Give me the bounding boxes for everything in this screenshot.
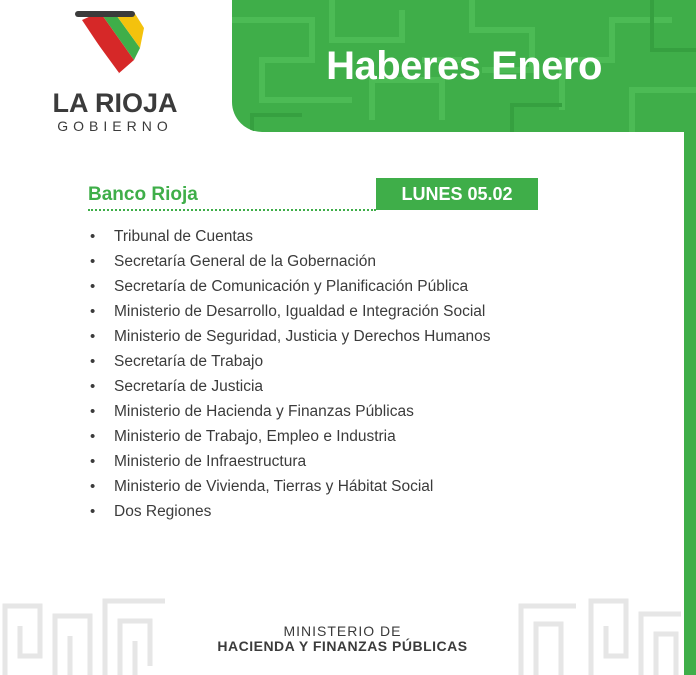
page-title: Haberes Enero <box>326 44 602 88</box>
ministry-line-2: HACIENDA Y FINANZAS PÚBLICAS <box>217 638 468 654</box>
list-item: • Ministerio de Infraestructura <box>88 449 490 474</box>
date-badge: LUNES 05.02 <box>376 178 538 210</box>
la-rioja-logo-icon <box>70 8 150 80</box>
list-item: • Secretaría General de la Gobernación <box>88 249 490 274</box>
logo-name: LA RIOJA <box>52 88 178 118</box>
ministry-line-1: MINISTERIO DE <box>283 623 402 639</box>
list-item: • Ministerio de Trabajo, Empleo e Industria <box>88 424 490 449</box>
header-banner <box>232 0 696 132</box>
list-item: • Dos Regiones <box>88 499 490 524</box>
list-item: • Ministerio de Vivienda, Tierras y Hábitat Social <box>88 474 490 499</box>
footer-pattern-left <box>0 596 170 675</box>
bank-label: Banco Rioja <box>88 184 198 205</box>
right-stripe <box>684 132 696 675</box>
list-item: • Ministerio de Hacienda y Finanzas Públicas <box>88 399 490 424</box>
list-item: • Tribunal de Cuentas <box>88 224 490 249</box>
dotted-divider <box>88 209 376 211</box>
list-item: • Secretaría de Justicia <box>88 374 490 399</box>
footer-pattern-right <box>516 596 684 675</box>
logo-subtitle: GOBIERNO <box>57 118 173 134</box>
list-item: • Secretaría de Trabajo <box>88 349 490 374</box>
agency-list <box>88 224 490 524</box>
list-item: • Secretaría de Comunicación y Planificación Pública <box>88 274 490 299</box>
list-item: • Ministerio de Desarrollo, Igualdad e Integración Social <box>88 299 490 324</box>
list-item: • Ministerio de Seguridad, Justicia y Derechos Humanos <box>88 324 490 349</box>
